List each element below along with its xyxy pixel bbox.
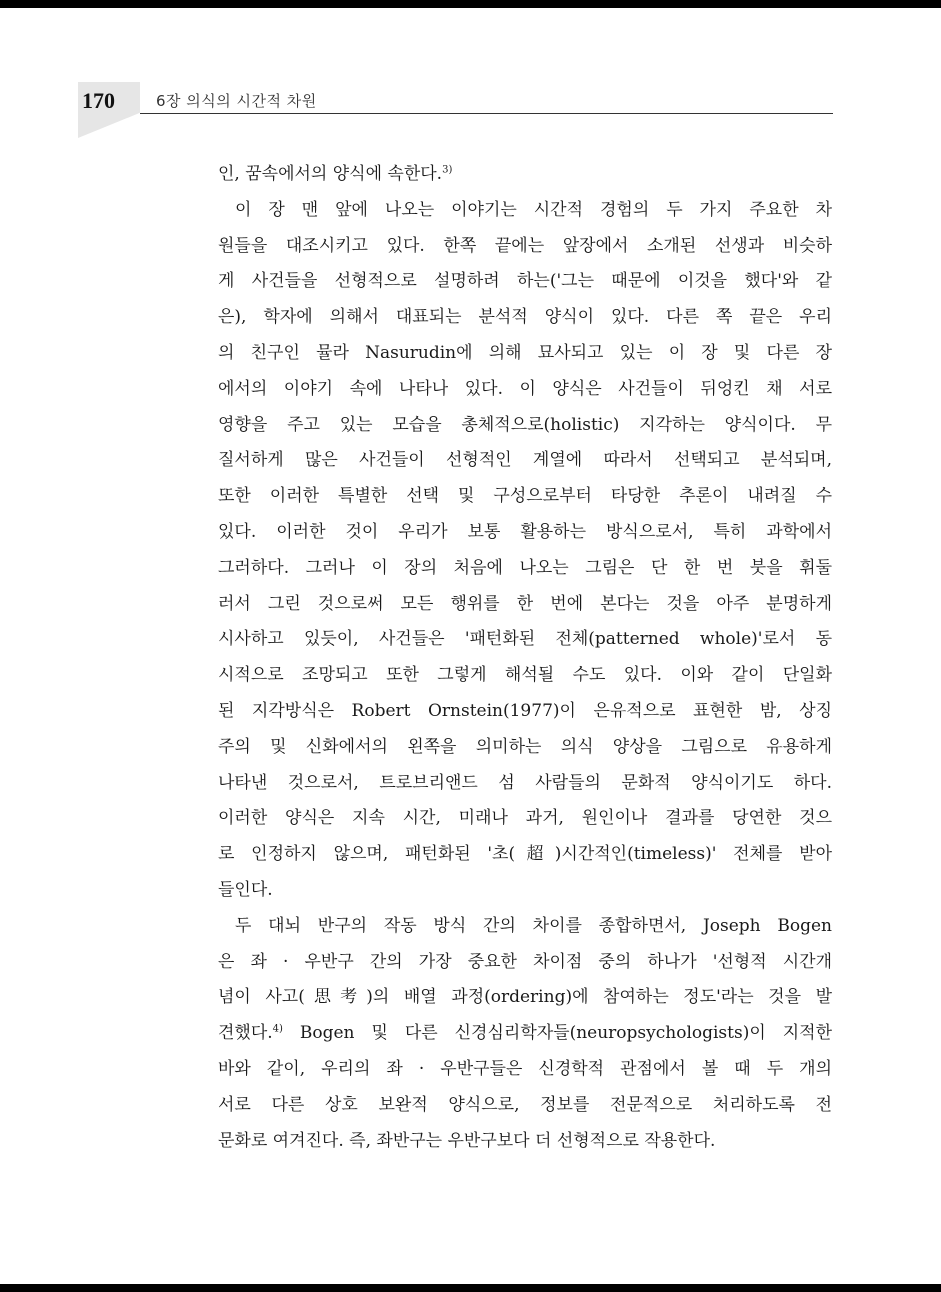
body-text <box>218 157 832 1159</box>
text-line <box>218 479 832 515</box>
line-text: 바와 같이, 우리의 좌 · 우반구들은 신경학적 관점에서 볼 때 두 개의 <box>218 1058 832 1079</box>
text-line <box>218 408 832 444</box>
text-line <box>218 766 832 802</box>
text-line <box>218 622 832 658</box>
footnote-marker: 4) <box>272 1023 283 1035</box>
line-text: 인, 꿈속에서의 양식에 속한다. <box>218 164 443 184</box>
text-line <box>218 157 832 193</box>
line-text: 시적으로 조망되고 또한 그렇게 해석될 수도 있다. 이와 같이 단일화 <box>218 665 832 686</box>
text-line <box>218 264 832 300</box>
text-line <box>218 1052 832 1088</box>
text-line <box>218 193 832 229</box>
line-text: 서로 다른 상호 보완적 양식으로, 정보를 전문적으로 처리하도록 전 <box>218 1094 832 1115</box>
line-text: 영향을 주고 있는 모습을 총체적으로(holistic) 지각하는 양식이다. 무 <box>218 414 832 435</box>
text-line <box>218 515 832 551</box>
text-line <box>218 658 832 694</box>
text-line <box>218 336 832 372</box>
line-text: 이러한 양식은 지속 시간, 미래나 과거, 원인이나 결과를 당연한 것으 <box>218 808 832 829</box>
line-text: 게 사건들을 선형적으로 설명하려 하는('그는 때문에 이것을 했다'와 같 <box>218 271 832 292</box>
line-text: 문화로 여겨진다. 즉, 좌반구는 우반구보다 더 선형적으로 작용한다. <box>218 1130 716 1151</box>
line-text: 주의 및 신화에서의 왼쪽을 의미하는 의식 양상을 그림으로 유용하게 <box>218 736 832 757</box>
text-line <box>218 551 832 587</box>
line-text: 념이 사고(思考)의 배열 과정(ordering)에 참여하는 정도'라는 것을 발 <box>218 987 832 1008</box>
footnote-marker: 3) <box>442 164 453 176</box>
bottom-border-bar <box>0 1284 941 1292</box>
header-rule <box>140 113 833 114</box>
line-text: 의 친구인 뮬라 Nasurudin에 의해 묘사되고 있는 이 장 및 다른 장 <box>218 342 832 363</box>
page-number: 170 <box>82 88 115 113</box>
line-text: 러서 그린 것으로써 모든 행위를 한 번에 본다는 것을 아주 분명하게 <box>218 593 832 614</box>
line-text: 또한 이러한 특별한 선택 및 구성으로부터 타당한 추론이 내려질 수 <box>218 486 832 507</box>
line-text-continued: Bogen 및 다른 신경심리학자들(neuropsychologists)이 지적한 <box>282 1023 832 1044</box>
line-text: 두 대뇌 반구의 작동 방식 간의 차이를 종합하면서, Joseph Bogen <box>235 915 832 936</box>
text-line <box>218 730 832 766</box>
text-line <box>218 372 832 408</box>
text-line <box>218 694 832 730</box>
line-text: 견했다. <box>218 1023 273 1044</box>
paragraph <box>218 193 832 909</box>
text-line <box>218 1016 832 1052</box>
paragraph <box>218 909 832 1160</box>
text-line <box>218 587 832 623</box>
line-text: 은), 학자에 의해서 대표되는 분석적 양식이 있다. 다른 쪽 끝은 우리 <box>218 307 832 328</box>
text-line <box>218 300 832 336</box>
paragraph <box>218 157 832 193</box>
line-text: 시사하고 있듯이, 사건들은 '패턴화된 전체(patterned whole)'로서 동 <box>218 629 832 650</box>
line-text: 있다. 이러한 것이 우리가 보통 활용하는 방식으로서, 특히 과학에서 <box>218 521 832 542</box>
line-text: 로 인정하지 않으며, 패턴화된 '초(超)시간적인(timeless)' 전체를 받아 <box>218 844 832 865</box>
text-line <box>218 837 832 873</box>
line-text: 이 장 맨 앞에 나오는 이야기는 시간적 경험의 두 가지 주요한 차 <box>235 199 832 220</box>
text-line <box>218 945 832 981</box>
top-border-bar <box>0 0 941 8</box>
line-text: 그러하다. 그러나 이 장의 처음에 나오는 그림은 단 한 번 붓을 휘둘 <box>218 557 832 578</box>
line-text: 들인다. <box>218 879 273 900</box>
line-text: 은 좌 · 우반구 간의 가장 중요한 차이점 중의 하나가 '선형적 시간개 <box>218 951 832 972</box>
running-head-chapter-title: 6장 의식의 시간적 차원 <box>156 92 317 110</box>
text-line <box>218 1088 832 1124</box>
text-line <box>218 1124 832 1160</box>
line-text: 원들을 대조시키고 있다. 한쪽 끝에는 앞장에서 소개된 선생과 비슷하 <box>218 235 832 256</box>
line-text: 나타낸 것으로서, 트로브리앤드 섬 사람들의 문화적 양식이기도 하다. <box>218 772 832 793</box>
line-text: 질서하게 많은 사건들이 선형적인 계열에 따라서 선택되고 분석되며, <box>218 450 832 471</box>
text-line <box>218 443 832 479</box>
text-line <box>218 980 832 1016</box>
text-line <box>218 909 832 945</box>
text-line <box>218 229 832 265</box>
text-line <box>218 801 832 837</box>
line-text: 된 지각방식은 Robert Ornstein(1977)이 은유적으로 표현한 밤, 상징 <box>218 700 832 721</box>
line-text: 에서의 이야기 속에 나타나 있다. 이 양식은 사건들이 뒤엉킨 채 서로 <box>218 378 832 399</box>
text-line <box>218 873 832 909</box>
